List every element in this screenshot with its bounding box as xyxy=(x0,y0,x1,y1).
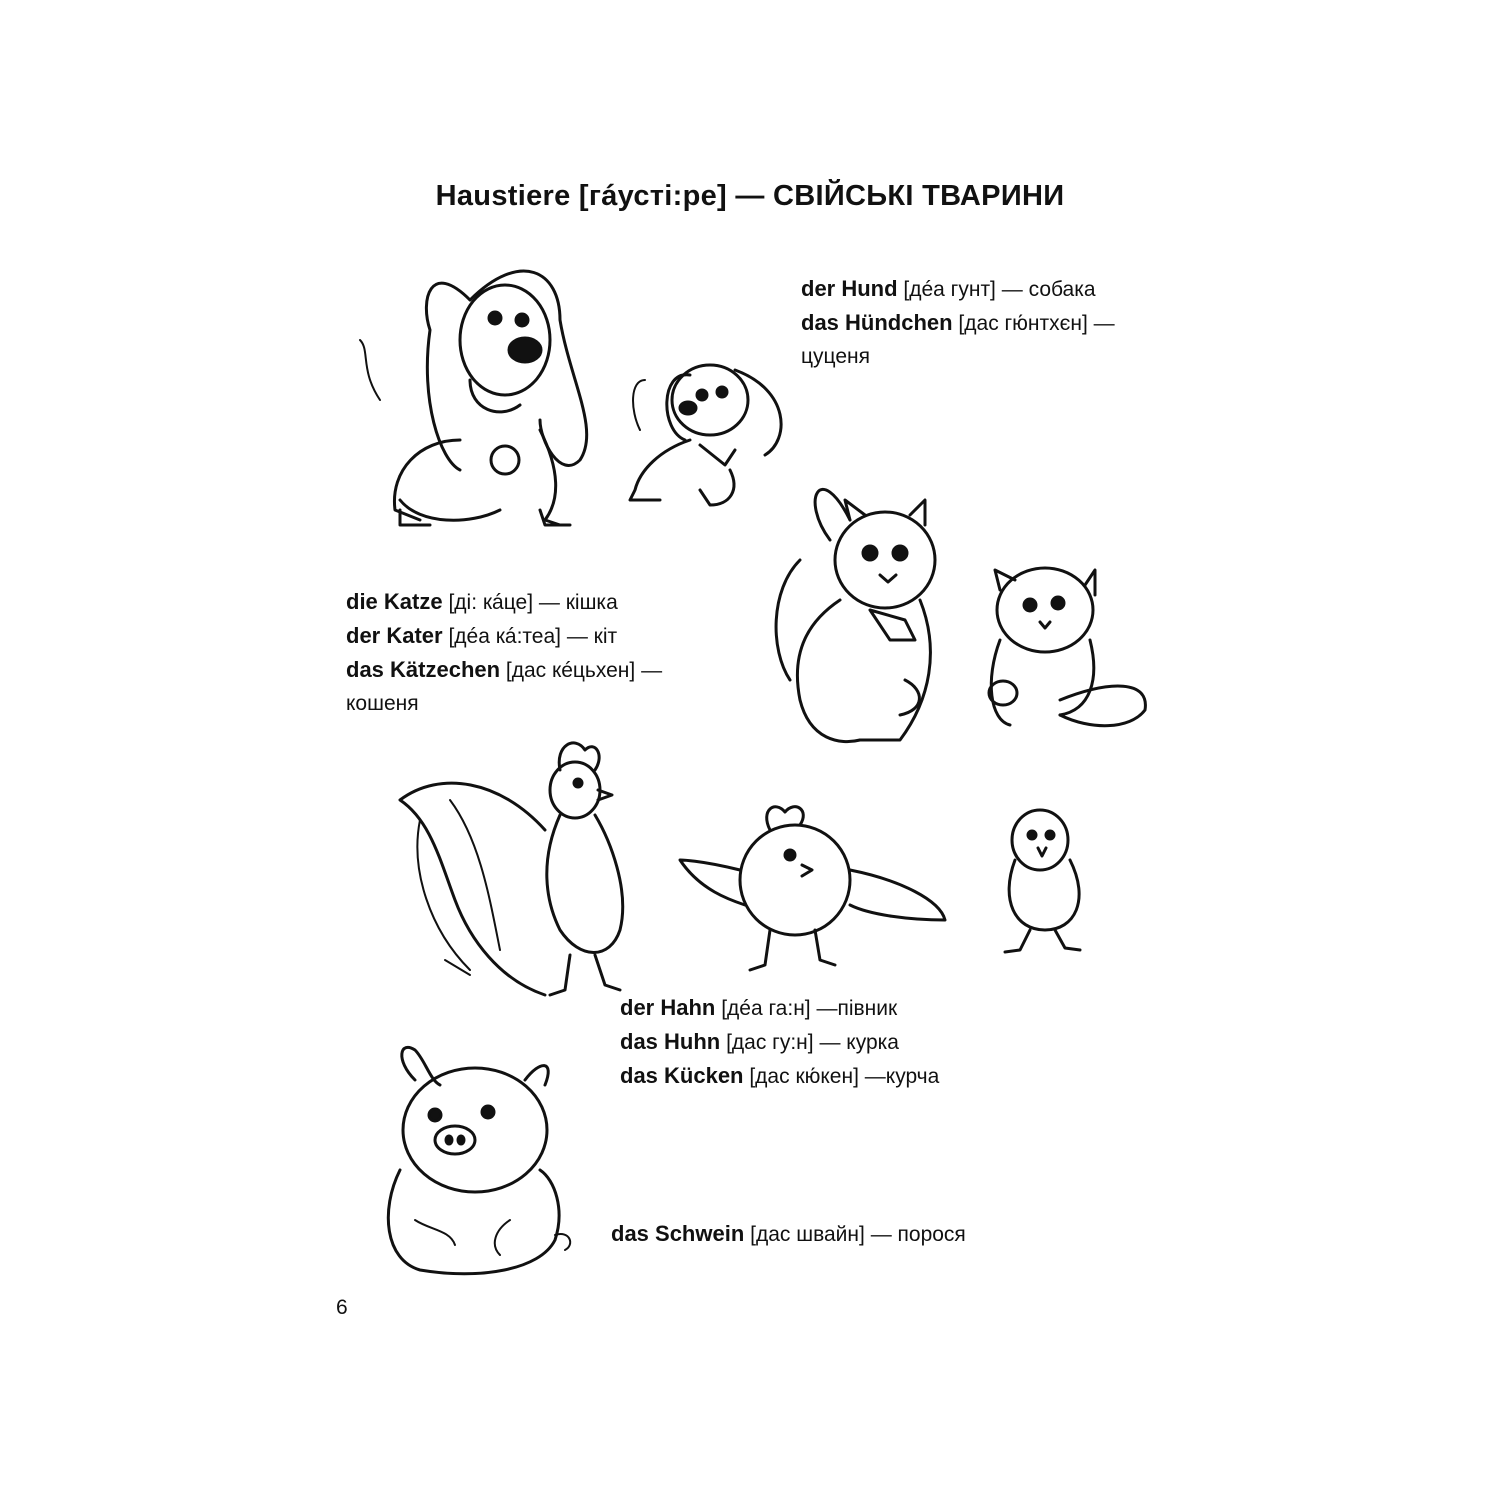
entry-pronunciation: [дас швайн] xyxy=(750,1223,865,1246)
entry-das-huhn xyxy=(620,1025,899,1060)
dog-illustration xyxy=(360,271,587,525)
entry-pronunciation: [дас кéцьхен] xyxy=(505,659,636,682)
entry-pronunciation: [дéа гунт] xyxy=(903,278,996,301)
entry-word: der Kater xyxy=(346,623,443,648)
entry-das-kaetzechen xyxy=(346,653,662,688)
title-dash: — xyxy=(735,180,765,212)
entry-meaning: — xyxy=(1093,312,1115,335)
rooster-illustration xyxy=(400,743,623,995)
entry-word: das Kücken xyxy=(620,1063,744,1088)
entry-pronunciation: [дас гу:н] xyxy=(726,1031,814,1054)
entry-pronunciation: [дас кю́кен] xyxy=(749,1065,859,1088)
entry-meaning: — собака xyxy=(1001,278,1096,301)
entry-meaning: —півник xyxy=(816,997,898,1020)
title-german: Haustiere xyxy=(435,180,571,212)
entry-meaning: — кіт xyxy=(566,625,618,648)
entry-word: der Hahn xyxy=(620,995,716,1020)
cat-illustration xyxy=(776,489,935,741)
entry-meaning: —курча xyxy=(864,1065,940,1088)
entry-pronunciation: [дас гю́нтхєн] xyxy=(958,312,1088,335)
entry-der-hund xyxy=(801,272,1096,307)
pig-illustration xyxy=(388,1047,570,1273)
entry-meaning: кошеня xyxy=(346,692,419,715)
entry-pronunciation: [дéа кá:теа] xyxy=(448,625,561,648)
entry-meaning: цуценя xyxy=(801,345,870,368)
kitten-illustration xyxy=(989,568,1145,726)
entry-word: das Kätzechen xyxy=(346,657,501,682)
entry-pronunciation: [дéа га:н] xyxy=(721,997,811,1020)
page-number: 6 xyxy=(336,1296,348,1319)
entry-huendchen-meaning xyxy=(801,340,870,374)
entry-word: das Hündchen xyxy=(801,310,953,335)
entry-das-schwein xyxy=(611,1217,966,1252)
entry-meaning: — порося xyxy=(870,1223,966,1246)
entry-word: das Huhn xyxy=(620,1029,721,1054)
entry-meaning: — xyxy=(641,659,663,682)
entry-kaetzechen-meaning xyxy=(346,687,419,721)
hen-illustration xyxy=(680,807,945,970)
entry-das-huendchen xyxy=(801,306,1115,341)
entry-word: das Schwein xyxy=(611,1221,745,1246)
title-transcription: [гáусті:ре] xyxy=(578,180,727,212)
entry-das-kuecken xyxy=(620,1059,939,1094)
entry-meaning: — кішка xyxy=(538,591,618,614)
chick-illustration xyxy=(1005,810,1080,952)
entry-meaning: — курка xyxy=(819,1031,899,1054)
entry-der-hahn xyxy=(620,991,897,1026)
entry-die-katze xyxy=(346,585,618,620)
title-ukrainian: СВІЙСЬКІ ТВАРИНИ xyxy=(773,180,1065,212)
entry-der-kater xyxy=(346,619,617,654)
entry-pronunciation: [ді: кáце] xyxy=(448,591,534,614)
entry-word: die Katze xyxy=(346,589,443,614)
entry-word: der Hund xyxy=(801,276,898,301)
puppy-illustration xyxy=(630,365,781,505)
